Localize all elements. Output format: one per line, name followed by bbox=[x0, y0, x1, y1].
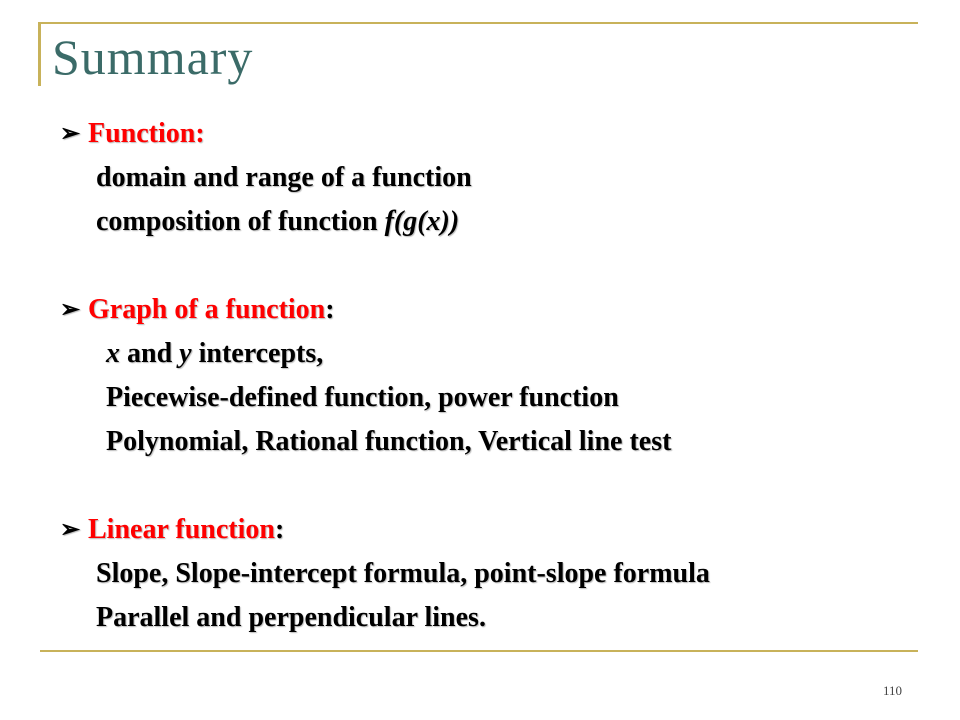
composition-formula: f(g(x)) bbox=[384, 206, 460, 237]
section-heading-function bbox=[60, 112, 920, 156]
left-rule bbox=[38, 22, 41, 86]
slide-title: Summary bbox=[52, 29, 254, 85]
bottom-rule bbox=[40, 650, 918, 652]
list-item: Slope, Slope-intercept formula, point-slope formula bbox=[96, 558, 710, 589]
list-item: domain and range of a function bbox=[96, 162, 472, 193]
section-heading-label: Graph of a function bbox=[88, 294, 326, 325]
list-item: x and y intercepts, bbox=[106, 338, 324, 369]
list-item: composition of function f(g(x)) bbox=[96, 206, 460, 237]
list-item: Polynomial, Rational function, Vertical line test bbox=[106, 426, 672, 457]
arrow-bullet-icon: ➢ bbox=[60, 517, 81, 543]
arrow-bullet-icon: ➢ bbox=[60, 121, 81, 147]
top-rule bbox=[40, 22, 918, 24]
section-heading-label: Function: bbox=[88, 118, 205, 149]
section-heading-graph: ➢ Graph of a function : bbox=[60, 288, 920, 332]
arrow-bullet-icon: ➢ bbox=[60, 297, 81, 323]
section-heading-linear: ➢ Linear function : bbox=[60, 508, 920, 552]
list-item: Parallel and perpendicular lines. bbox=[96, 602, 486, 633]
section-heading-label: Linear function bbox=[88, 514, 275, 545]
summary-list bbox=[60, 112, 920, 640]
list-item: Piecewise-defined function, power function bbox=[106, 382, 619, 413]
page-number: 110 bbox=[882, 683, 902, 698]
